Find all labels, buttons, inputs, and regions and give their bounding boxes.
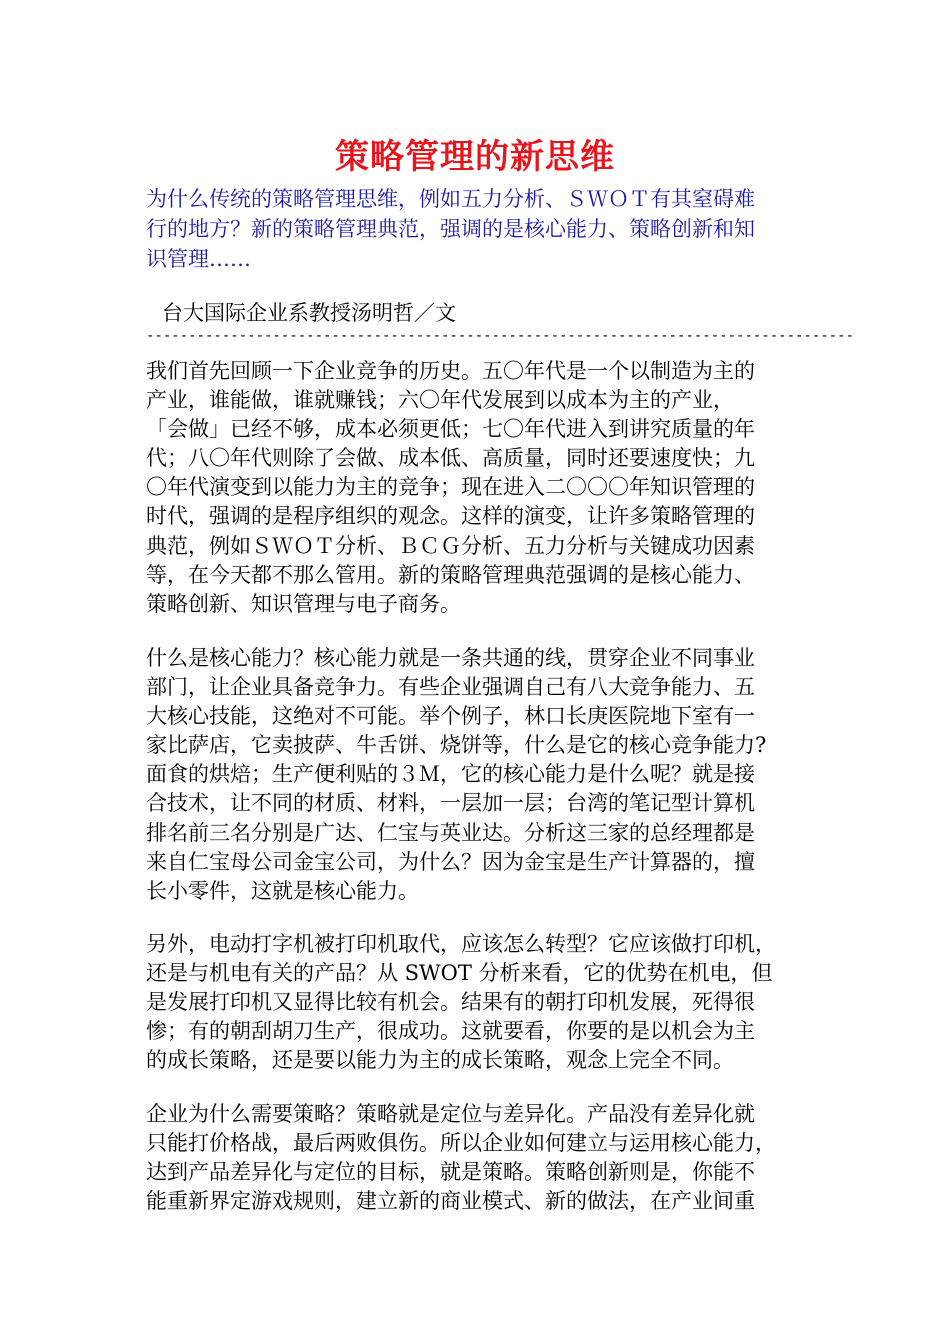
paragraph-line: 等，在今天都不那么管用。新的策略管理典范强调的是核心能力、 [146,562,755,587]
paragraph-line: 还是与机电有关的产品？从 SWOT 分析来看，它的优势在机电，但 [146,961,773,986]
paragraph-line: 家比萨店，它卖披萨、牛舌饼、烧饼等，什么是它的核心竞争能力? [146,733,767,758]
intro-line: 行的地方？新的策略管理典范，强调的是核心能力、策略创新和知 [146,217,755,241]
paragraph-line: 代；八〇年代则除了会做、成本低、高质量，同时还要速度快；九 [146,446,755,471]
paragraph-line: 我们首先回顾一下企业竞争的历史。五〇年代是一个以制造为主的 [146,359,755,383]
author-byline: 台大国际企业系教授汤明哲／文 [162,301,456,325]
paragraph-line: 典范，例如ＳＷＯＴ分析、ＢＣＧ分析、五力分析与关键成功因素 [146,533,755,558]
paragraph-line: 什么是核心能力？核心能力就是一条共通的线，贯穿企业不同事业 [146,646,755,670]
paragraph-line: 惨；有的朝刮胡刀生产，很成功。这就要看，你要的是以机会为主 [146,1019,755,1044]
intro-line: 为什么传统的策略管理思维，例如五力分析、ＳＷＯＴ有其窒碍难 [146,187,755,211]
paragraph-line: 只能打价格战，最后两败俱伤。所以企业如何建立与运用核心能力， [146,1131,776,1156]
paragraph-line: 长小零件，这就是核心能力。 [146,878,419,903]
body-paragraph [146,644,806,906]
paragraph-line: 的成长策略，还是要以能力为主的成长策略，观念上完全不同。 [146,1048,734,1073]
paragraph-line: 达到产品差异化与定位的目标，就是策略。策略创新则是，你能不 [146,1160,755,1185]
paragraph-line: 合技术，让不同的材质、材料，一层加一层；台湾的笔记型计算机 [146,791,755,816]
paragraph-line: 另外，电动打字机被打印机取代，应该怎么转型？它应该做打印机， [146,932,776,956]
paragraph-line: 「会做」已经不够，成本必须更低；七〇年代进入到讲究质量的年 [146,417,755,442]
paragraph-line: 能重新界定游戏规则，建立新的商业模式、新的做法，在产业间重 [146,1189,755,1214]
body-paragraph [146,930,806,1075]
paragraph-line: 部门，让企业具备竞争力。有些企业强调自己有八大竞争能力、五 [146,675,755,700]
paragraph-line: 来自仁宝母公司金宝公司，为什么？因为金宝是生产计算器的，擅 [146,849,755,874]
paragraph-line: 大核心技能，这绝对不可能。举个例子，林口长庚医院地下室有一 [146,704,755,729]
paragraph-line: 面食的烘焙；生产便利贴的３Ｍ，它的核心能力是什么呢？就是接 [146,762,755,787]
paragraph-line: 策略创新、知识管理与电子商务。 [146,591,461,616]
article-intro [146,184,806,274]
paragraph-line: 是发展打印机又显得比较有机会。结果有的朝打印机发展，死得很 [146,990,755,1015]
intro-line: 识管理…… [146,247,251,271]
body-paragraph [146,1100,806,1216]
paragraph-line: 产业，谁能做，谁就赚钱；六〇年代发展到以成本为主的产业， [146,388,734,413]
paragraph-line: 企业为什么需要策略？策略就是定位与差异化。产品没有差异化就 [146,1102,755,1126]
body-paragraph [146,357,806,619]
paragraph-line: 〇年代演变到以能力为主的竞争；现在进入二〇〇〇年知识管理的 [146,475,755,500]
article-title: 策略管理的新思维 [335,137,615,177]
section-divider: ------------------------------------------------------------------------------------ [146,328,855,344]
paragraph-line: 排名前三名分别是广达、仁宝与英业达。分析这三家的总经理都是 [146,820,755,845]
paragraph-line: 时代，强调的是程序组织的观念。这样的演变，让许多策略管理的 [146,504,755,529]
